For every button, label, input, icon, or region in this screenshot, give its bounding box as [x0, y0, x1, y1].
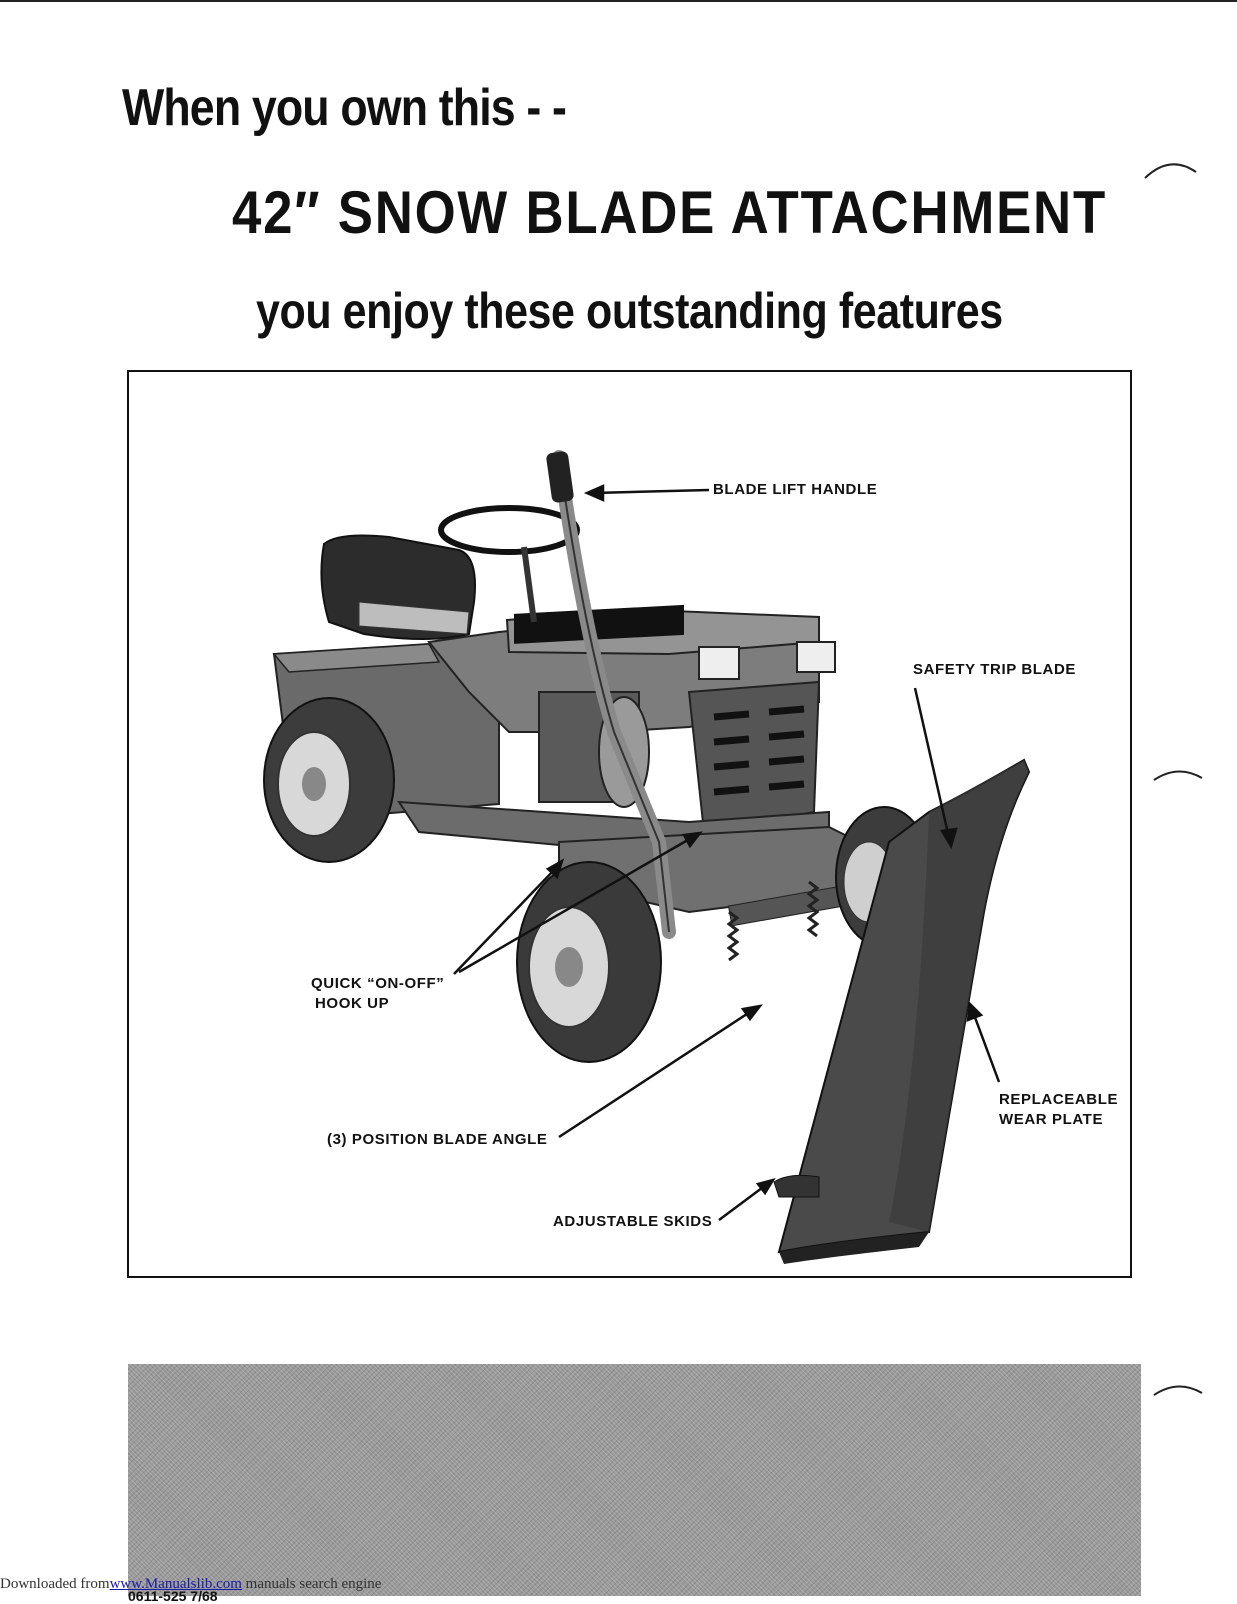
callout-wear-plate-line2: WEAR PLATE — [999, 1111, 1104, 1128]
adjustable-skid — [774, 1175, 819, 1197]
headline-intro: When you own this - - — [122, 79, 566, 137]
headlight — [797, 642, 835, 672]
margin-mark — [1140, 150, 1200, 190]
margin-mark — [1150, 760, 1210, 790]
callout-safety-trip-blade: SAFETY TRIP BLADE — [913, 661, 1076, 678]
form-number: 0611-525 7/68 — [128, 1588, 218, 1604]
callout-adjustable-skids: ADJUSTABLE SKIDS — [553, 1213, 713, 1230]
callout-quick-hookup — [311, 974, 444, 1014]
headline-product: 42″ SNOW BLADE ATTACHMENT — [232, 179, 1107, 246]
manualslib-link[interactable]: www.Manualslib.com — [109, 1576, 242, 1592]
footer-suffix: manuals search engine — [241, 1576, 382, 1592]
top-rule — [0, 0, 1237, 2]
figure-frame — [127, 370, 1132, 1278]
headline-features: you enjoy these outstanding features — [256, 283, 1003, 339]
tractor-illustration — [129, 372, 1130, 1276]
gray-panel — [128, 1364, 1141, 1596]
callout-quick-hookup-line2: HOOK UP — [315, 995, 390, 1012]
margin-mark — [1150, 1375, 1210, 1405]
callout-quick-hookup-line1: QUICK “ON-OFF” — [311, 975, 445, 992]
callout-blade-lift-handle: BLADE LIFT HANDLE — [713, 481, 878, 498]
callout-position-blade-angle: (3) POSITION BLADE ANGLE — [327, 1131, 548, 1148]
footer-prefix: Downloaded from — [0, 1576, 110, 1592]
callout-replaceable-wear-plate — [999, 1090, 1118, 1130]
headlight — [699, 647, 739, 679]
steering-wheel — [441, 508, 577, 552]
callout-wear-plate-line1: REPLACEABLE — [999, 1091, 1119, 1108]
